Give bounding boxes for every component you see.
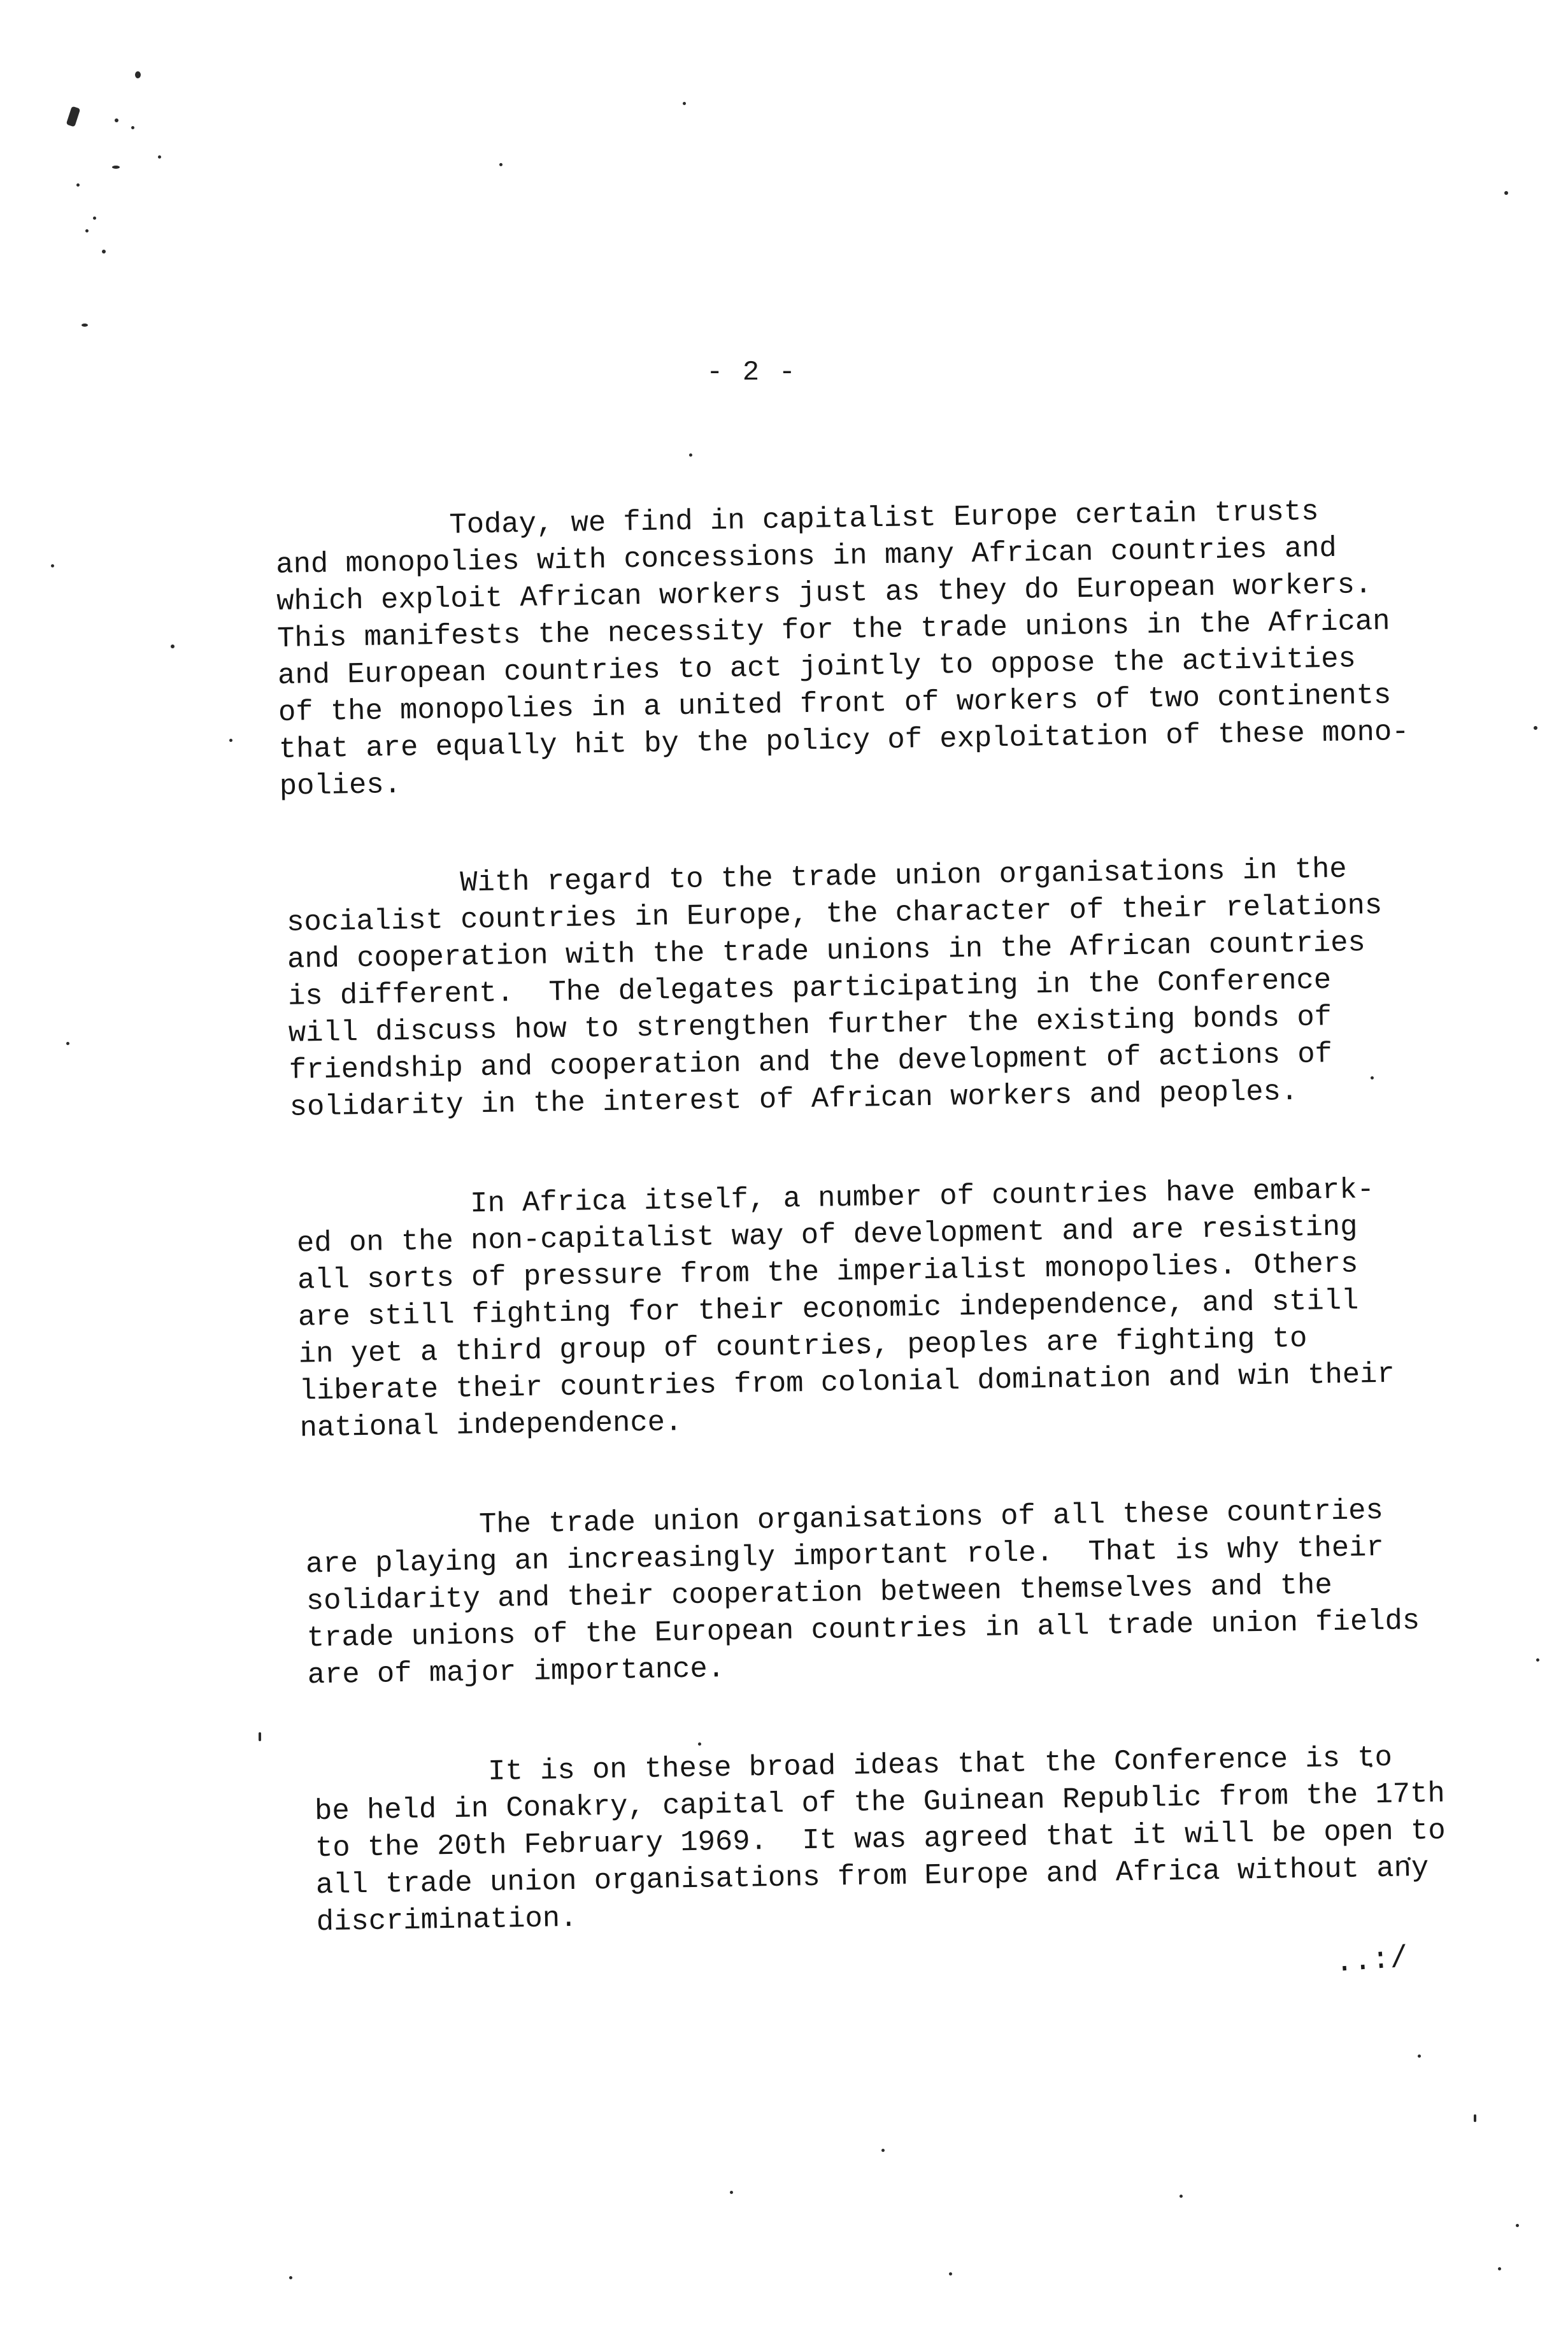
scan-speck bbox=[85, 229, 89, 232]
scan-speck bbox=[1504, 191, 1508, 195]
scan-speck bbox=[135, 71, 141, 78]
paragraph-monopolies: Today, we find in capitalist Europe certain trusts and monopolies with concessions in many African countries and which exploit African workers just as they do European workers. This manifests the necessity for the trade unions in the African and European countries to act jointly to oppose the activities of the monopolies in a united front of workers of two continents that are equally hit by the policy of exploitation of these mono- polies. bbox=[275, 495, 1409, 803]
scan-speck bbox=[730, 2191, 733, 2194]
paragraph-socialist-countries: With regard to the trade union organisations in the socialist countries in Europe, the character of their relations and cooperation with the trade unions in the African countries is different. The delegates participating in the Conference will discuss how to strengthen further the existing bonds of friendship and cooperation and the development of actions of solidarity in the interest of African workers and peoples. bbox=[285, 852, 1383, 1124]
scan-speck bbox=[881, 2149, 885, 2152]
scan-speck bbox=[1534, 726, 1537, 730]
scan-speck bbox=[115, 118, 118, 122]
scan-speck bbox=[93, 217, 96, 220]
scan-speck bbox=[683, 102, 686, 105]
scan-speck bbox=[949, 2272, 952, 2275]
scan-speck bbox=[158, 155, 161, 159]
scan-speck bbox=[1180, 2195, 1183, 2198]
scan-speck bbox=[76, 183, 80, 187]
scan-speck bbox=[1498, 2267, 1501, 2270]
scan-speck bbox=[82, 324, 88, 327]
scan-speck bbox=[112, 166, 120, 169]
scan-speck bbox=[229, 739, 232, 742]
scan-speck bbox=[1474, 2114, 1476, 2122]
paragraph-conference-conakry: It is on these broad ideas that the Conference is to be held in Conakry, capital of the Guinean Republic from the 17th to the 20th February 1969. It was agreed that it will be open to all trade union organisations from Europe and Africa without any discrimination. bbox=[313, 1741, 1446, 1939]
body-text bbox=[275, 490, 1534, 2004]
scan-speck bbox=[51, 564, 54, 567]
scan-speck bbox=[289, 2276, 292, 2279]
scan-speck bbox=[66, 106, 81, 127]
page-number: - 2 - bbox=[706, 357, 797, 388]
scan-speck bbox=[689, 453, 692, 457]
scan-speck bbox=[66, 1042, 69, 1045]
scan-speck bbox=[1536, 1658, 1539, 1662]
scan-speck bbox=[131, 126, 134, 129]
scan-speck bbox=[259, 1732, 261, 1741]
paragraph-africa-development: In Africa itself, a number of countries have embark- ed on the non-capitalist way of development and are resisting all sorts of pressure from the imperialist monopolies. Others are still fighting for their economic independence, and still in yet a third group of countries, peoples are fighting to liberate their countries from colonial domination and win their national independence. bbox=[296, 1173, 1395, 1445]
scan-speck bbox=[1418, 2055, 1421, 2058]
scan-speck bbox=[102, 250, 106, 253]
paragraph-trade-union-role: The trade union organisations of all these countries are playing an increasingly important role. That is why their solidarity and their cooperation between themselves and the trade unions of the European countries in all trade union fields are of major importance. bbox=[304, 1493, 1420, 1692]
scan-speck bbox=[1516, 2224, 1519, 2227]
continuation-mark: ..:/ bbox=[1334, 1941, 1409, 1981]
scan-speck bbox=[171, 645, 175, 648]
scan-speck bbox=[499, 163, 502, 166]
